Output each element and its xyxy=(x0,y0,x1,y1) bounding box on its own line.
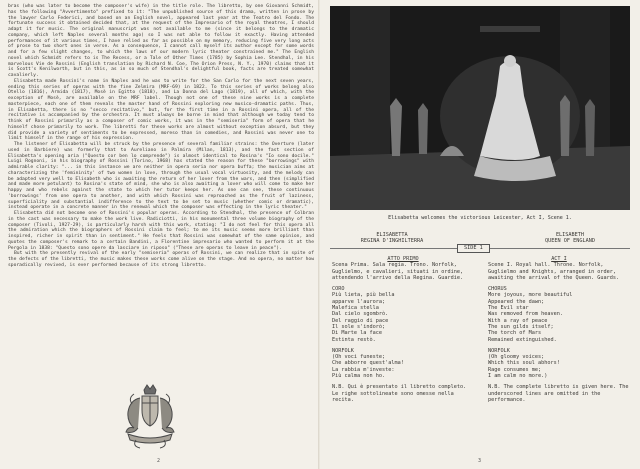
italian-coro-line: Di Marte la face xyxy=(332,330,382,337)
english-title-line-2: QUEEN OF ENGLAND xyxy=(545,238,595,245)
english-chorus-line: With a ray of peace xyxy=(488,317,548,324)
english-norfolk-label: NORFOLK xyxy=(488,347,510,354)
italian-title xyxy=(332,232,452,245)
english-chorus-line: Appeared the dawn; xyxy=(488,298,545,305)
english-title xyxy=(510,232,630,245)
italian-coro-line: Estinta restò. xyxy=(332,336,376,343)
italian-coro-line: Dal cielo sgombrò. xyxy=(332,311,389,318)
english-chorus-line: Was removed from heaven. xyxy=(488,311,563,318)
english-norfolk-line: (Oh gloomy voices; xyxy=(488,354,545,361)
italian-coro-line: apparve l'aurora; xyxy=(332,298,386,305)
italian-title-line-2: REGINA D'INGHILTERRA xyxy=(360,238,424,245)
italian-norfolk-line: (Oh voci funeste; xyxy=(332,354,386,361)
english-scene-direction: Scene I. Royal hall. Throne. Norfolk, Guglielmo and Knights, arranged in order, awaiting the arrival of the Queen. Guards. xyxy=(488,262,620,281)
page-number-left: 2 xyxy=(157,458,161,464)
english-norfolk-line: Which this soul abhors! xyxy=(488,360,560,367)
essay-paragraph-3: The listener of Elisabetta will be struck by the presence of several familiar strains: the Overture (later used in Barbiere) was formerly that to Aureliano in Palmira (Milan, 1813), and the fast section of Elisabetta's opening aria ("Questo cor ben lo comprende") is almost identical to Rosina's "Io sono docile." Luigi Rognoni, in his biography of Rossini (Torino, 1968) has stated the reason for these "borrowings" with admirable clarity: "... in this instance we are neither in opera seria nor opera buffa; the musician aims at characterizing the 'femininity' of two women in love, through the usual vocal virtuosity, and the melody can be adapted very well to Elisabeth who is awaiting the return of her lover from the wars, and then (simplified and made more petulant) to Rosina's state of mind, she who is also awaiting a lover who will come to make her happy and who rebels against the state to which her tutor keeps her. As one can see, these continuous 'borrowings' from one opera to another, and with which Rossini was reproached as the fruit of laziness, superficiality and substantial indifference to the text to be set to music (whether comic or dramatic), instead operate in a concrete manner in the renewal which the composer was effecting in the lyric theater." xyxy=(8,142,314,211)
english-chorus-line: The Evil star xyxy=(488,305,529,312)
stage-photo xyxy=(330,6,630,210)
photo-caption: Elisabetta welcomes the victorious Leicester, Act I, Scene 1. xyxy=(388,215,572,221)
italian-norfolk-line: Che abborre quest'alma! xyxy=(332,360,404,367)
italian-coro-label: CORO xyxy=(332,286,345,293)
essay-paragraph-5: But with the presently revival of the early "semiseria" operas of Rossini, we can realize that in spite of the defects of the libretti, the music makes these works come alive on the stage. And no opera, no matter how sporadically revived, is ever performed because of its strong libretto. xyxy=(8,251,314,268)
page-number-right: 3 xyxy=(478,458,482,464)
english-chorus-line: More joyous, more beautiful xyxy=(488,292,573,299)
english-act-heading: ACT I xyxy=(551,256,567,262)
italian-norfolk-line: La rabbia m'investe: xyxy=(332,366,395,373)
essay-paragraph-2: Elisabetta made Rossini's name in Naples and he was to write for the San Carlo for the next seven years, ending this series of operas with the fine Zelmira (MRF-69) in 1822. To this series of works belong also Otello (1816), Armida (1817), Mosè in Egitto (1818), and La Donna del Lago (1819), all of which, with the exception of Mosè, are available on the MRF label. Though not one of these nine works is a complete masterpiece, each one of them reveals the master hand of Rossini exploring new musico-dramatic paths. Thus, in Elisabetta, there is no "secco recitativo," but, for the first time in a Rossini opera, all of the recitative is accompanied by the orchestra. It must always be borne in mind that although we today tend to think of Rossini primarily as a composer of comic works, it was in the "semiseria" form of opera that he himself chose primarily to work. The libretti for these works are almost without exception absurd, but they did provide a variety of sentiments to be expressed, moreso than in comedies, and Rossini was never one to limit himself in the range of his expression. xyxy=(8,78,314,142)
essay-text xyxy=(8,4,314,269)
italian-title-line-1: ELISABETTA xyxy=(376,232,408,238)
italian-coro-line: Il sole s'indorò; xyxy=(332,323,386,330)
italian-norfolk-label: NORFOLK xyxy=(332,347,354,354)
english-libretto-column xyxy=(488,256,630,403)
italian-norfolk-line: Più calma non ho. xyxy=(332,373,386,380)
italian-act-heading: ATTO PRIMO xyxy=(387,256,419,262)
stage-scene-image xyxy=(330,6,630,210)
english-chorus-label: CHORUS xyxy=(488,286,507,293)
english-chorus-line: The sun gilds itself; xyxy=(488,323,554,330)
italian-scene-direction: Scena Prima. Sala regia. Trono. Norfolk, Guglielmo, e cavalieri, situati in ordine, attendendo l'arrivo della Regina. Guardie. xyxy=(332,262,464,281)
english-chorus-line: The torch of Mars xyxy=(488,330,542,337)
royal-crest-emblem xyxy=(118,380,182,452)
right-page xyxy=(320,0,640,469)
essay-paragraph-1: bras (who was later to become the composer's wife) in the title role. The libretto, by one Giovanni Schmidt, has the following "Avvertimento" prefixed to it: "The unpublished source of this drama, written in prose by the lawyer Carlo Federici, and based on an English novel, appeared last year at the Teatro del Fondo. The fortunate success it obtained decided that, at the request of the Impresario of the royal theatres, I should adapt it for music. The original manuscript was not available to me (since it belongs to the dramatic company, which left Naples several months ago) so I was not able to follow it exactly. Having attended performances of it various times, I have relied as far as possible on my memory, reducing five very long acts of prose to two short ones in verse. As a consequence, I cannot call myself its author except for some words and for a few slight changes, to which the laws of our modern lyric theater constrained me." The English novel which Schmidt refers to is The Recess, or a Tale of Other Times (1785) by Sophia Lee. Stendhal, in his marvelous Vie de Rossini (English translation by Richard N. Coe, The Orion Press, N. Y., 1970) claims that it is Scott's Kenilworth, but in this, as in so much of Stendhal's delightful book, facts are treated somewhat cavalierly. xyxy=(8,4,314,78)
english-norfolk-line: I am calm no more.) xyxy=(488,373,548,380)
italian-coro-line: Malefica stella xyxy=(332,305,379,312)
essay-paragraph-4: Elisabetta did not become one of Rossini's popular operas. According to Stendhal, the presence of Colbran in the cast was necessary to make the work live. Radiciotti, in his monumental three volume biography of the composer (Tivoli, 1927-29), is particularly harsh with this work, stating: "I do not feel for this opera all the admiration which the biographers of Rossini claim to feel; to me its music seems more brilliant than inspired, richer in spirit than in sentiment." He feels that Rossini was somewhat of the same opinion, and quotes the composer's remark to a certain Bandini, a Florentine impresario who wanted to perform it at the Pergola in 1838: "Questo sono opere da lasciare in riposo" ("These are operas to leave in peace"). xyxy=(8,211,314,251)
italian-note: N.B. Qui è presentato il libretto completo. Le righe sottolineate sono omesse nella recita. xyxy=(332,384,467,403)
side-label: SIDE 1 xyxy=(457,244,490,253)
italian-libretto-column xyxy=(332,256,474,403)
english-note: N.B. The complete libretto is given here. The underscored lines are omitted in the performance. xyxy=(488,384,629,403)
english-chorus-line: Remained extinguished. xyxy=(488,336,557,343)
italian-coro-line: Del raggio di pace xyxy=(332,317,389,324)
italian-coro-line: Più lieta, più bella xyxy=(332,292,395,299)
english-norfolk-line: Rage consumes me; xyxy=(488,366,542,373)
english-title-line-1: ELISABETH xyxy=(555,232,585,238)
